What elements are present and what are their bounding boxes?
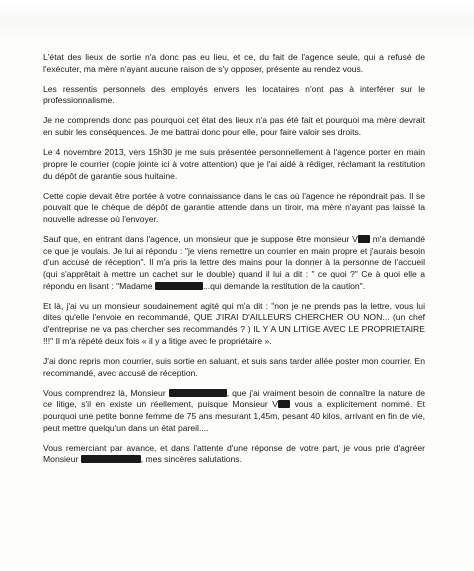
paragraph-text: J'ai donc repris mon courrier, suis sortie en saluant, et suis sans tarder allée poster mon courrier. En recommandé, avec accusé de réception. (43, 355, 425, 378)
letter-body (43, 52, 425, 474)
paragraph (43, 147, 425, 182)
redaction-mark (155, 282, 203, 290)
paragraph (43, 356, 425, 379)
redaction-mark (169, 389, 227, 397)
paragraph (43, 84, 425, 107)
paragraph-text: Les ressentis personnels des employés envers les locataires n'ont pas à interférer sur le professionnalisme. (43, 83, 425, 106)
paragraph-text: Vous remerciant par avance, et dans l'attente d'une réponse de votre part, je vous prie d'agréer Monsieur (43, 442, 425, 465)
paragraph (43, 388, 425, 435)
paragraph-text: L'état des lieux de sortie n'a donc pas eu lieu, et ce, du fait de l'agence seule, qui a refusé de l'exécuter, ma mère n'ayant aucune raison de s'y opposer, présente au rendez vous. (43, 52, 425, 74)
redaction-mark (358, 235, 370, 243)
redaction-mark (81, 455, 141, 463)
page-top-edge (0, 0, 474, 40)
paragraph (43, 443, 425, 466)
paragraph-text: , que j'ai vraiment besoin de connaître la nature de ce litige, s'il en existe un réellement, puisque Monsieur V (43, 387, 426, 410)
paragraph-text: Vous comprendrez là, Monsieur (43, 387, 169, 398)
paragraph-text: m'a demandé ce que je voulais. Je lui ai répondu : "je viens remettre un courrier en main propre et j'aurais besoin d'un accusé de réception". Il m'a pris la lettre des mains pour la donner à la personne de l'accueil (qui s'apprêtait à mettre un cachet sur le double) quand il lui a dit : " ce quoi ?" Ce à quoi elle a répondu en lisant : "Madame (43, 233, 425, 291)
paragraph (43, 115, 425, 138)
paragraph (43, 234, 425, 293)
paragraph-text: Cette copie devait être portée à votre connaissance dans le cas où l'agence ne répondrait pas. Il se pouvait que le chèque de dépôt de garantie attende dans un tiroir, ma mère n'ayant pas laissé la nouvelle adresse où l'envoyer. (43, 190, 425, 224)
paragraph-text: Et là, j'ai vu un monsieur soudainement agité qui m'a dit : "non je ne prends pas la lettre, vous lui dites qu'elle l'envoie en recommandé, QUE J'IRAI D'AILLEURS CHERCHER OU NON... (un chef d'entreprise ne va pas chercher ses recommandés ? ) IL Y A UN LITIGE AVEC LE PROPRIETAIRE !!!" Il m'a répété deux fois « il y a litige avec le propriétaire ». (43, 300, 425, 346)
paragraph-text: Le 4 novembre 2013, vers 15h30 je me suis présentée personnellement à l'agence porter en main propre le courrier (copie jointe ici à votre attention) que je l'ai aidé à rédiger, réclamant la restitution du dépôt de garantie sous huitaine. (43, 147, 425, 181)
redaction-mark (278, 400, 290, 408)
paragraph-text: ...qui demande la restitution de la caution". (202, 280, 366, 291)
paragraph-text: Je ne comprends donc pas pourquoi cet état des lieux n'a pas été fait et pourquoi ma mère devrait en subir les conséquences. Je me battrai donc pour elle, pour faire valoir ses droits. (43, 115, 425, 138)
paragraph (43, 301, 425, 348)
paragraph-text: vous a explicitement nommé. Et pourquoi une petite bonne femme de 75 ans mesurant 1,45m, pesant 40 kilos, arrivant en fin de vie, peut mettre quelqu'un dans un état pareil.... (43, 399, 425, 433)
paragraph (43, 52, 425, 75)
paragraph-text: Sauf que, en entrant dans l'agence, un monsieur que je suppose être monsieur V (43, 233, 358, 244)
paragraph-text: , mes sincères salutations. (140, 454, 242, 465)
paragraph (43, 191, 425, 226)
